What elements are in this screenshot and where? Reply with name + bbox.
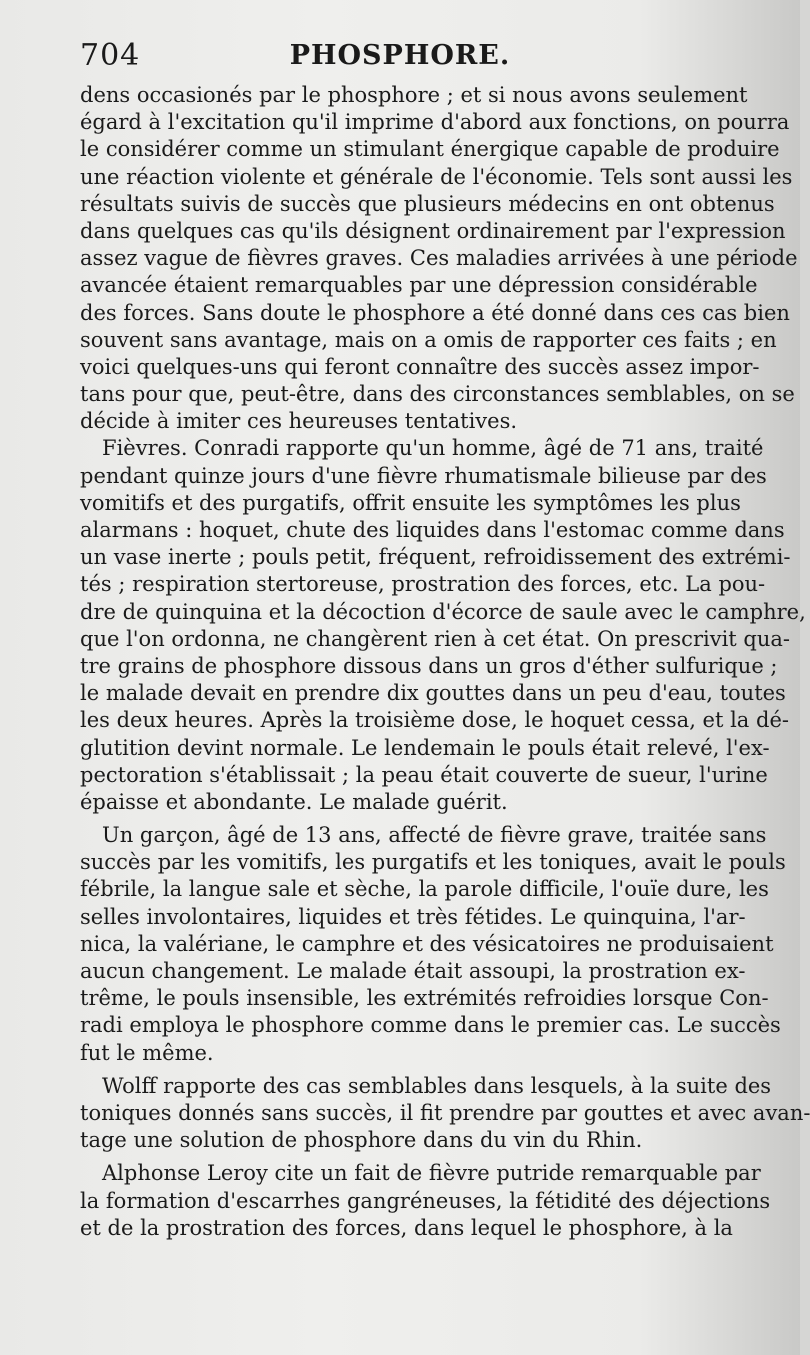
text-line: souvent sans avantage, mais on a omis de rapporter ces faits ; en — [80, 327, 777, 352]
text-line: Wolff rapporte des cas semblables dans lesquels, à la suite des — [102, 1073, 772, 1098]
text-line: Alphonse Leroy cite un fait de fièvre putride remarquable par — [102, 1161, 761, 1186]
text-line: radi employa le phosphore comme dans le premier cas. Le succès — [80, 1013, 781, 1038]
text-line: dre de quinquina et la décoction d'écorce de saule avec le camphre, — [80, 599, 806, 624]
text-line: Fièvres. Conradi rapporte qu'un homme, âgé de 71 ans, traité — [102, 436, 764, 461]
text-line: dans quelques cas qu'ils désignent ordinairement par l'expression — [80, 218, 786, 243]
text-line: aucun changement. Le malade était assoupi, la prostration ex- — [80, 959, 746, 983]
text-line: une réaction violente et générale de l'économie. Tels sont aussi les — [80, 164, 793, 189]
page-number: 704 — [80, 38, 141, 73]
text-line: que l'on ordonna, ne changèrent rien à cet état. On prescrivit qua- — [80, 626, 790, 651]
paragraph — [80, 435, 806, 816]
text-line: tre grains de phosphore dissous dans un gros d'éther sulfurique ; — [80, 653, 778, 678]
text-line: pectoration s'établissait ; la peau était couverte de sueur, l'urine — [80, 762, 768, 787]
running-head — [80, 36, 720, 76]
text-line: toniques donnés sans succès, il fit prendre par gouttes et avec avan- — [80, 1100, 810, 1125]
text-line: décide à imiter ces heureuses tentatives. — [80, 409, 518, 434]
text-line: avancée étaient remarquables par une dépression considérable — [80, 273, 758, 298]
text-line: nica, la valériane, le camphre et des vésicatoires ne produisaient — [80, 931, 774, 956]
paragraph — [80, 1160, 771, 1242]
running-title: PHOSPHORE. — [289, 40, 511, 71]
text-line: fébrile, la langue sale et sèche, la parole difficile, l'ouïe dure, les — [80, 877, 769, 902]
text-line: les deux heures. Après la troisième dose, le hoquet cessa, et la dé- — [80, 708, 789, 733]
text-line: tans pour que, peut-être, dans des circonstances semblables, on se — [80, 382, 795, 407]
text-line: assez vague de fièvres graves. Ces maladies arrivées à une période — [80, 246, 798, 271]
paragraph — [80, 82, 798, 435]
text-line: trême, le pouls insensible, les extrémités refroidies lorsque Con- — [80, 986, 769, 1011]
body-text — [80, 82, 810, 1242]
text-line: glutition devint normale. Le lendemain le pouls était relevé, l'ex- — [80, 735, 770, 760]
text-line: égard à l'excitation qu'il imprime d'abord aux fonctions, on pourra — [80, 110, 790, 135]
text-line: épaisse et abondante. Le malade guérit. — [80, 789, 508, 814]
text-line: voici quelques-uns qui feront connaître des succès assez impor- — [80, 354, 760, 379]
text-line: selles involontaires, liquides et très fétides. Le quinquina, l'ar- — [80, 904, 746, 929]
paragraph — [80, 822, 786, 1067]
text-line: succès par les vomitifs, les purgatifs et les toniques, avait le pouls — [80, 850, 786, 875]
paragraph — [80, 1073, 810, 1155]
text-line: un vase inerte ; pouls petit, fréquent, refroidissement des extrémi- — [80, 545, 791, 570]
text-line: tage une solution de phosphore dans du vin du Rhin. — [80, 1128, 643, 1153]
text-line: pendant quinze jours d'une fièvre rhumatismale bilieuse par des — [80, 463, 767, 488]
text-line: des forces. Sans doute le phosphore a été donné dans ces cas bien — [80, 300, 790, 325]
text-line: le considérer comme un stimulant énergique capable de produire — [80, 137, 780, 162]
text-line: alarmans : hoquet, chute des liquides dans l'estomac comme dans — [80, 518, 785, 542]
text-line: dens occasionés par le phosphore ; et si nous avons seulement — [80, 83, 748, 107]
text-line: Un garçon, âgé de 13 ans, affecté de fièvre grave, traitée sans — [102, 823, 767, 848]
text-line: la formation d'escarrhes gangréneuses, la fétidité des déjections — [80, 1188, 771, 1213]
text-line: résultats suivis de succès que plusieurs médecins en ont obtenus — [80, 191, 775, 216]
text-line: fut le même. — [80, 1040, 214, 1065]
text-line: tés ; respiration stertoreuse, prostration des forces, etc. La pou- — [80, 572, 766, 597]
text-line: vomitifs et des purgatifs, offrit ensuite les symptômes les plus — [80, 490, 741, 515]
text-line: le malade devait en prendre dix gouttes dans un peu d'eau, toutes — [80, 681, 786, 706]
text-line: et de la prostration des forces, dans lequel le phosphore, à la — [80, 1215, 733, 1240]
